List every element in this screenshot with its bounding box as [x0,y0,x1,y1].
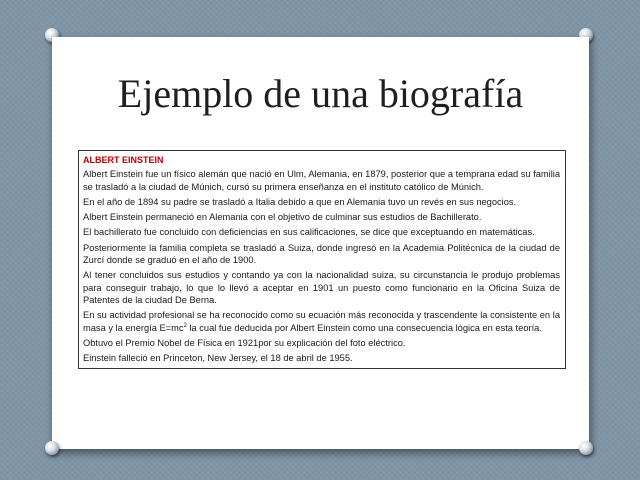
formula-superscript: 2 [183,322,187,329]
paragraph-nobel: Obtuvo el Premio Nobel de Física en 1921por su explicación del foto eléctrico. [83,337,406,348]
formula-text-after: la cual fue deducida por Albert Einstein como una consecuencia lógica en esta teoría. [186,322,542,333]
biography-textbox[interactable] [78,150,566,369]
paragraph-germany: Albert Einstein permaneció en Alemania con el objetivo de culminar sus estudios de Bachillerato. [83,212,482,223]
pushpin-bottom-left-icon [45,441,59,455]
biography-heading: ALBERT EINSTEIN [83,155,164,165]
paragraph-birth: Albert Einstein fue un físico alemán que nació en Ulm, Alemania, en 1879, posterior que a temprana edad su familia se trasladó a la ciudad de Múnich, cursó su primera enseñanza en el instituto católico de Múnich. [83,169,561,192]
paragraph-switzerland: Posteriormente la familia completa se trasladó a Suiza, donde ingresó en la Academia Politécnica de la ciudad de Zurcí donde se graduó en el año de 1900. [83,242,560,266]
paragraph-formula [83,309,560,334]
paragraph-death: Einstein falleció en Princeton, New Jersey, el 18 de abril de 1955. [83,353,353,364]
paragraph-patent-office: Al tener concluidos sus estudios y contando ya con la nacionalidad suiza, su circunstancia le produjo problemas para conseguir trabajo, lo que lo llevó a aceptar en 1901 un puesto como funcionario en la Oficina Suiza de Patentes de la ciudad De Berna. [83,270,560,305]
paragraph-italy: En el año de 1894 su padre se trasladó a Italia debido a que en Alemania tuvo un revés en sus negocios. [83,196,517,207]
formula-text-before: En su actividad profesional se ha reconocido como su ecuación más reconocida y trascendente la consistente en la masa y la energía E=mc [83,310,560,333]
pushpin-bottom-right-icon [579,441,593,455]
paragraph-bachillerato: El bachillerato fue concluido con deficiencias en sus calificaciones, se dice que exceptuando en matemáticas. [83,227,535,238]
slide-title: Ejemplo de una biografía [117,71,524,116]
